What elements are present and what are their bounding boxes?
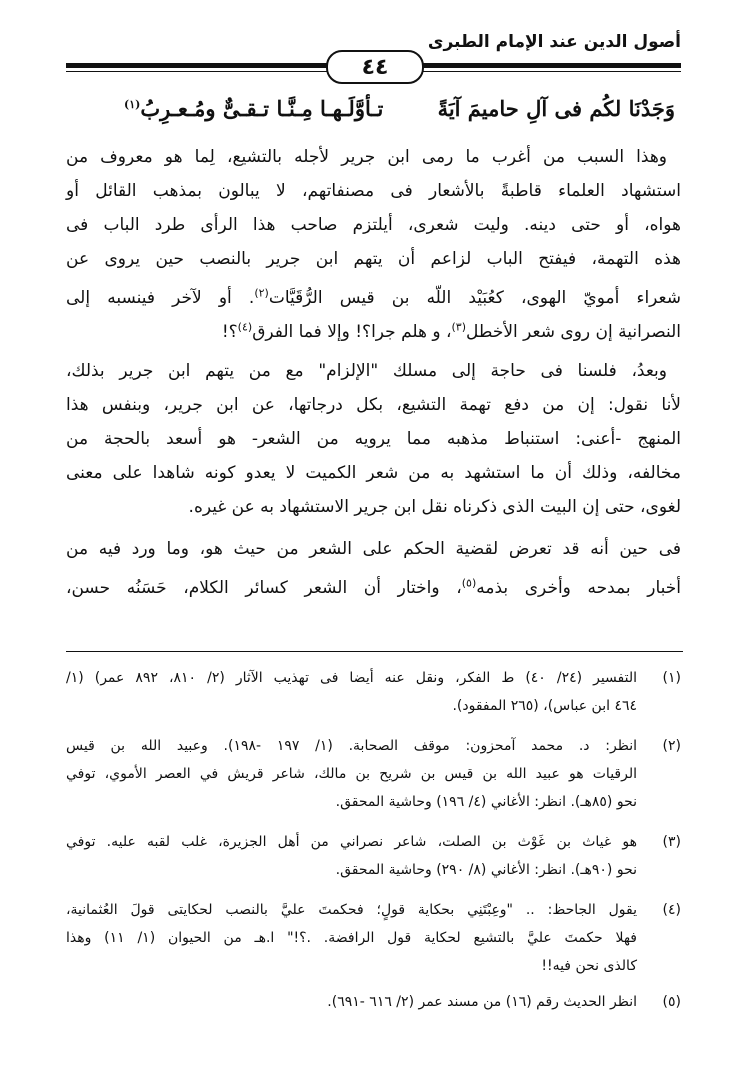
body-line <box>66 422 681 456</box>
body-line-part: أخبار بمدحه وأخرى بذمه <box>476 577 681 598</box>
body-line-text: لغوى، حتى إن البيت الذى ذكرناه نقل ابن جرير الاستشهاد به عن غيره. <box>188 497 681 517</box>
footnote-number: (٣) <box>662 834 681 850</box>
body-line-text: وهذا السبب من أغرب ما رمى ابن جرير لأجله بالتشيع، لِما هو معروف من <box>66 147 667 167</box>
body-line-part: . أو لآخر فينسبه إلى <box>66 287 255 308</box>
footnote-line: فهلا حكمتَ عليَّ بالتشيع لحكاية قول الرافضة. .؟!" ا.هـ من الحيوان (١/ ١١) وهذا <box>66 930 637 946</box>
body-line <box>66 310 681 344</box>
body-line <box>66 140 681 174</box>
verse-hemistich-2 <box>124 96 383 121</box>
footnote-separator <box>66 651 683 652</box>
footnote-ref: (٣) <box>451 320 467 333</box>
footnote-line: يقول الجاحظ: .. "وعِبْتَنِي بحكاية قولٍ؛ فحكمتَ عليَّ بالنصب لحكايتى قولَ العُثمانية، <box>66 902 637 918</box>
footnote-line: انظر: د. محمد آمحزون: موقف الصحابة. (١/ ١٩٧ -١٩٨). وعبيد الله بن قيس <box>66 738 637 754</box>
footnote-number: (٤) <box>662 902 681 918</box>
body-line <box>66 490 681 524</box>
body-line <box>66 566 681 600</box>
body-line <box>66 208 681 242</box>
footnote-line: انظر الحديث رقم (١٦) من مسند عمر (٢/ ٦١٦ -٦٩١). <box>327 994 637 1010</box>
body-line <box>66 354 681 388</box>
footnote-ref: (١) <box>124 98 141 111</box>
body-line <box>66 532 681 566</box>
body-line <box>66 456 681 490</box>
verse-hemistich-2-text: تـأوَّلَـهـا مِـنَّـا تـقـىٌّ ومُـعـرِبُ <box>140 96 384 121</box>
body-line-text: استشهاد العلماء قاطبةً بالأشعار فى مصنفاتهم، لا يبالون بمذهب القائل أو <box>66 181 681 201</box>
body-line-part: شعراء أمويّ الهوى، كعُبَيْد اللّه بن قيس الرُّقَيَّات <box>268 287 681 308</box>
body-line-text: المنهج -أعنى: استنباط مذهبه مما يرويه من الشعر- هو أسعد بالحجة من <box>66 429 681 449</box>
footnote-number: (٥) <box>662 994 681 1010</box>
body-line-text <box>66 288 681 308</box>
body-line <box>66 242 681 276</box>
footnote-line: كالذى نحن فيه!! <box>541 958 637 974</box>
body-line-part: ، و هلم جرا؟! وإلا فما الفرق <box>252 321 452 342</box>
running-title: أصول الدين عند الإمام الطبرى <box>427 32 681 52</box>
body-line-text: هواه، أو حتى دينه. وليت شعرى، أيلتزم صاحب هذا الرأى طرد الباب فى <box>66 215 681 235</box>
body-line <box>66 388 681 422</box>
body-line-text <box>222 322 681 342</box>
footnote-line: نحو (٩٠هـ). انظر: الأغاني (٨/ ٢٩٠) وحاشية المحقق. <box>335 862 637 878</box>
body-line <box>66 174 681 208</box>
body-line-text: وبعدُ، فلسنا فى حاجة إلى مسلك "الإلزام" مع من يتهم ابن جرير بذلك، <box>66 361 667 381</box>
body-line-part: ؟! <box>221 321 238 342</box>
footnote-line: ٤٦٤ ابن عباس)، (٢٦٥ المفقود). <box>452 698 637 714</box>
footnote-line: التفسير (٢٤/ ٤٠) ط الفكر، ونقل عنه أيضا فى تهذيب الآثار (٢/ ٨١٠، ٨٩٢ عمر) (١/ <box>66 670 638 686</box>
page-number: ٤٤ <box>326 50 424 84</box>
footnote-number: (٢) <box>662 738 681 754</box>
footnote-line: هو غياث بن غَوْث بن الصلت، شاعر نصراني من أهل الجزيرة، غلب لقبه عليه. توفي <box>66 834 637 850</box>
body-line-text <box>66 578 681 598</box>
verse-hemistich-1: وَجَدْنَا لكُم فى آلِ حاميمَ آيَةً <box>437 96 675 121</box>
body-line <box>66 276 681 310</box>
footnote-line: نحو (٨٥هـ). انظر: الأغاني (٤/ ١٩٦) وحاشية المحقق. <box>335 794 637 810</box>
footnote-line: الرقيات هو عبيد الله بن قيس بن شريح بن مالك، شاعر قريش في العصر الأموي، توفي <box>66 766 637 782</box>
footnote-number: (١) <box>662 670 681 686</box>
body-line-text: لأنا نقول: إن من دفع تهمة التشيع، بكل درجاتها، عن ابن جرير، وبنفس هذا <box>66 395 681 415</box>
poetry-verse <box>66 92 681 132</box>
footnote-ref: (٥) <box>461 576 477 589</box>
body-line-part: ، واختار أن الشعر كسائر الكلام، حَسَنُه حسن، <box>66 577 462 598</box>
body-line-text: مخالفه، وذلك أن ما استشهد به من شعر الكميت لا يعدو كونه شاهدا على معنى <box>66 463 681 483</box>
footnote-ref: (٢) <box>254 286 269 299</box>
body-line-part: النصرانية إن روى شعر الأخطل <box>466 321 681 342</box>
body-line-text: هذه التهمة، فيفتح الباب لزاعم أن يتهم ابن جرير بالنصب حين يروى عن <box>66 249 681 269</box>
footnote-ref: (٤) <box>237 320 253 333</box>
body-line-text: فى حين أنه قد تعرض لقضية الحكم على الشعر من حيث هو، وما ورد فيه من <box>66 539 681 559</box>
